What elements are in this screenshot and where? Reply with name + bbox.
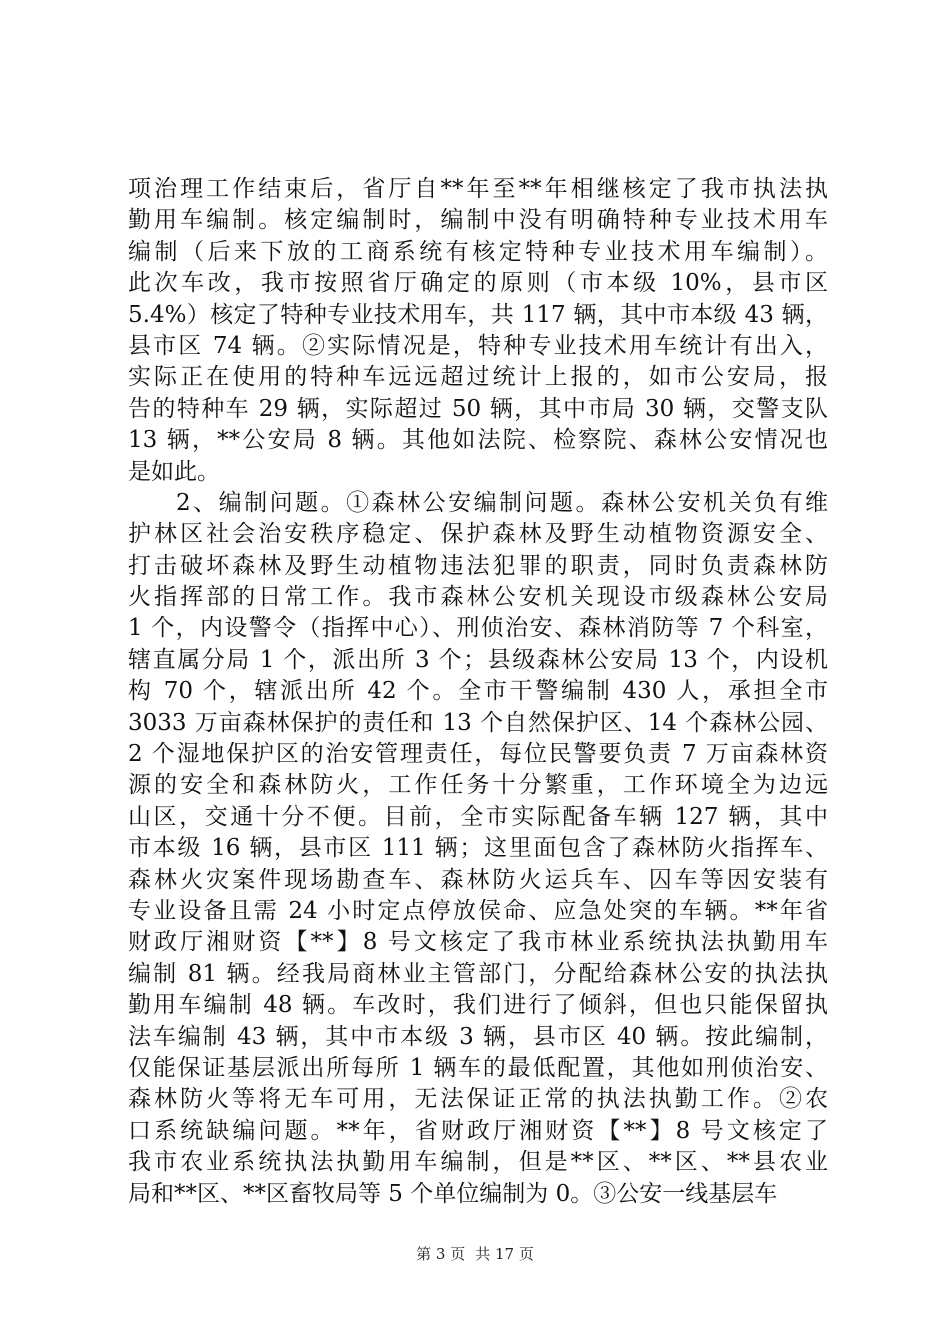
text-line: 勤用车编制 48 辆。车改时，我们进行了倾斜，但也只能保留执 (128, 992, 828, 1019)
text-line: 3033 万亩森林保护的责任和 13 个自然保护区、14 个森林公园、 (128, 709, 828, 736)
text-line: 打击破坏森林及野生动植物违法犯罪的职责，同时负责森林防 (128, 552, 828, 579)
text-line: 构 70 个，辖派出所 42 个。全市干警编制 430 人，承担全市 (128, 678, 828, 705)
text-line: 山区，交通十分不便。目前，全市实际配备车辆 127 辆，其中 (128, 803, 828, 830)
text-line: 护林区社会治安秩序稳定、保护森林及野生动植物资源安全、 (128, 521, 828, 548)
text-line: 5.4%）核定了特种专业技术用车，共 117 辆，其中市本级 43 辆， (128, 301, 828, 328)
text-line: 火指挥部的日常工作。我市森林公安机关现设市级森林公安局 (128, 584, 828, 611)
text-line: 专业设备且需 24 小时定点停放侯命、应急处突的车辆。**年省 (128, 897, 828, 924)
text-line: 口系统缺编问题。**年，省财政厅湘财资【**】8 号文核定了 (128, 1117, 828, 1144)
text-line: 仅能保证基层派出所每所 1 辆车的最低配置，其他如刑侦治安、 (128, 1054, 828, 1081)
text-line: 13 辆，**公安局 8 辆。其他如法院、检察院、森林公安情况也 (128, 427, 828, 454)
text-line: 勤用车编制。核定编制时，编制中没有明确特种专业技术用车 (128, 207, 828, 234)
text-line: 2、编制问题。①森林公安编制问题。森林公安机关负有维 (176, 489, 828, 516)
text-line: 项治理工作结束后，省厅自**年至**年相继核定了我市执法执 (128, 176, 828, 202)
page-total: 共 17 页 (475, 1245, 534, 1263)
body-text (128, 174, 828, 1210)
text-line: 1 个，内设警令（指挥中心）、刑侦治安、森林消防等 7 个科室， (128, 615, 828, 642)
page-number: 第 3 页 (416, 1245, 466, 1263)
text-line: 编制 81 辆。经我局商林业主管部门，分配给森林公安的执法执 (128, 960, 828, 987)
text-line: 是如此。 (128, 458, 220, 485)
text-line: 实际正在使用的特种车远远超过统计上报的，如市公安局，报 (128, 364, 828, 391)
text-line: 我市农业系统执法执勤用车编制，但是**区、**区、**县农业 (128, 1149, 828, 1176)
text-line: 编制（后来下放的工商系统有核定特种专业技术用车编制）。 (128, 238, 828, 265)
text-line: 县市区 74 辆。②实际情况是，特种专业技术用车统计有出入， (128, 332, 828, 359)
text-line: 森林防火等将无车可用，无法保证正常的执法执勤工作。②农 (128, 1086, 828, 1113)
text-line: 源的安全和森林防火，工作任务十分繁重，工作环境全为边远 (128, 772, 828, 799)
text-line: 2 个湿地保护区的治安管理责任，每位民警要负责 7 万亩森林资 (128, 741, 828, 768)
text-line: 森林火灾案件现场勘查车、森林防火运兵车、囚车等因安装有 (128, 866, 828, 893)
text-line: 告的特种车 29 辆，实际超过 50 辆，其中市局 30 辆，交警支队 (128, 395, 828, 422)
text-line: 市本级 16 辆，县市区 111 辆；这里面包含了森林防火指挥车、 (128, 835, 828, 862)
text-line: 局和**区、**区畜牧局等 5 个单位编制为 0。③公安一线基层车 (128, 1180, 778, 1207)
text-line: 法车编制 43 辆，其中市本级 3 辆，县市区 40 辆。按此编制， (128, 1023, 828, 1050)
text-line: 辖直属分局 1 个，派出所 3 个；县级森林公安局 13 个，内设机 (128, 646, 828, 673)
text-line: 此次车改，我市按照省厅确定的原则（市本级 10%，县市区 (128, 270, 828, 297)
page-footer (0, 1244, 950, 1264)
text-line: 财政厅湘财资【**】8 号文核定了我市林业系统执法执勤用车 (128, 929, 828, 956)
